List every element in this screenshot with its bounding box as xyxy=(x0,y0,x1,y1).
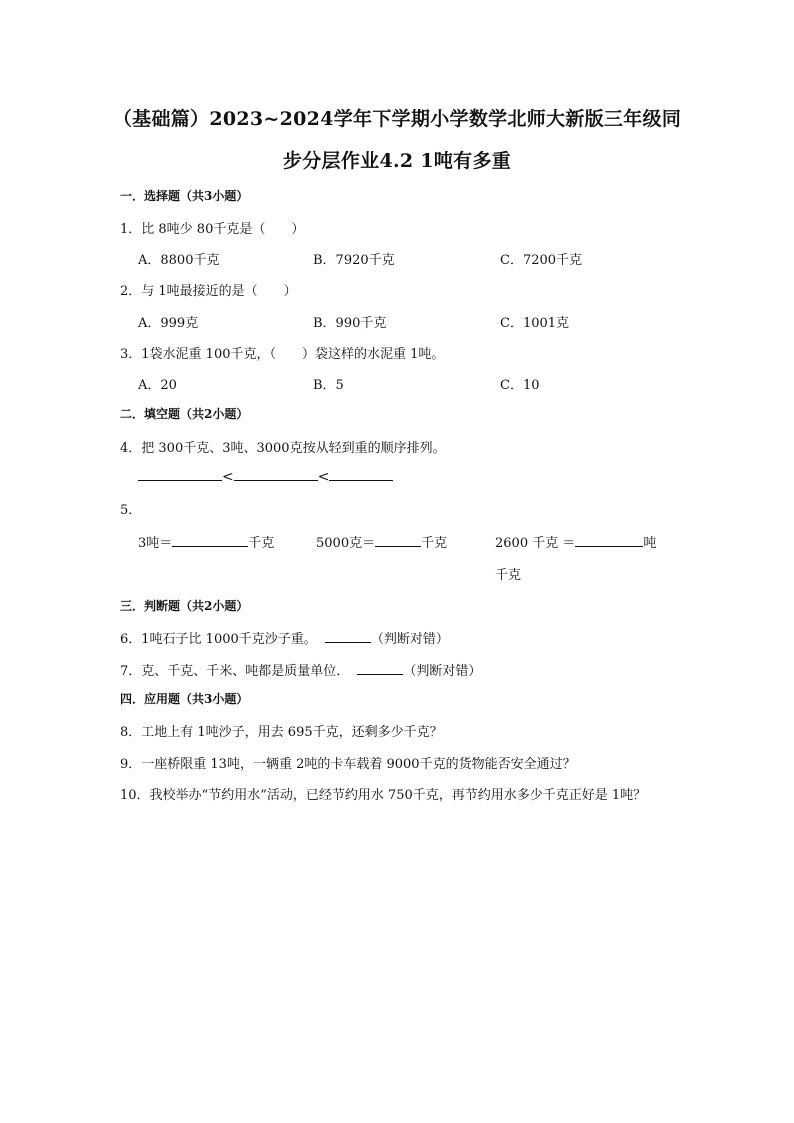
question-2-option-c: C．1001克 xyxy=(500,316,570,331)
question-5-part-3-continuation: 千克 xyxy=(495,568,522,583)
answer-blank[interactable] xyxy=(575,532,643,547)
question-1-stem: 1．比 8吨少 80千克是（ ） xyxy=(120,222,305,237)
answer-blank[interactable] xyxy=(172,532,248,547)
less-than-sign: < xyxy=(222,469,234,485)
question-1-option-c: C．7200千克 xyxy=(500,253,583,268)
question-3-option-a: A．20 xyxy=(138,378,177,393)
answer-blank[interactable] xyxy=(325,628,371,643)
question-6-stem: 6．1吨石子比 1000千克沙子重。 xyxy=(120,632,317,647)
question-4-stem: 4．把 300千克、3吨、3000克按从轻到重的顺序排列。 xyxy=(120,441,446,456)
part-3-unit: 吨 xyxy=(643,536,657,551)
answer-blank[interactable] xyxy=(375,532,421,547)
question-3-stem: 3．1袋水泥重 100千克，（ ）袋这样的水泥重 1吨。 xyxy=(120,347,445,362)
question-5-part-3 xyxy=(495,532,656,551)
question-1-option-b: B．7920千克 xyxy=(313,253,395,268)
part-1-unit: 千克 xyxy=(248,536,275,551)
section-fill-heading: 二．填空题（共2小题） xyxy=(120,407,249,421)
title-line-1: （基础篇）2023~2024学年下学期小学数学北师大新版三年级同 xyxy=(112,108,682,130)
question-7-suffix: （判断对错） xyxy=(403,664,482,679)
section-choice-heading: 一．选择题（共3小题） xyxy=(120,189,249,203)
question-5-part-1 xyxy=(138,532,274,551)
answer-blank[interactable] xyxy=(234,466,318,481)
question-2-option-a: A．999克 xyxy=(138,316,199,331)
question-5-number: 5． xyxy=(120,503,142,518)
section-application-heading: 四．应用题（共3小题） xyxy=(120,692,249,706)
question-2-option-b: B．990千克 xyxy=(313,316,387,331)
part-2-unit: 千克 xyxy=(421,536,448,551)
question-3-option-c: C．10 xyxy=(500,378,540,393)
question-2-stem: 2．与 1吨最接近的是（ ） xyxy=(120,284,297,299)
question-7 xyxy=(120,660,481,679)
part-3-prefix: 2600 千克 ＝ xyxy=(495,536,576,551)
question-6-suffix: （判断对错） xyxy=(370,632,449,647)
question-1-option-a: A．8800千克 xyxy=(138,253,220,268)
less-than-sign: < xyxy=(317,469,330,485)
question-5-part-2 xyxy=(316,532,447,551)
part-1-prefix: 3吨＝ xyxy=(138,536,173,551)
question-6 xyxy=(120,628,449,647)
question-10: 10．我校举办“节约用水”活动，已经节约用水 750千克，再节约用水多少千克正好是 1吨？ xyxy=(120,788,647,803)
section-judge-heading: 三．判断题（共2小题） xyxy=(120,599,249,613)
question-8: 8．工地上有 1吨沙子，用去 695千克，还剩多少千克？ xyxy=(120,725,443,740)
answer-blank[interactable] xyxy=(329,466,393,481)
question-7-stem: 7．克、千克、千米、吨都是质量单位． xyxy=(120,664,350,679)
question-9: 9．一座桥限重 13吨，一辆重 2吨的卡车载着 9000千克的货物能否安全通过？ xyxy=(120,757,576,772)
question-3-option-b: B．5 xyxy=(313,378,344,393)
part-2-prefix: 5000克＝ xyxy=(316,536,376,551)
answer-blank[interactable] xyxy=(138,466,222,481)
question-4-answer-row xyxy=(138,466,393,485)
title-line-2: 步分层作业4.2 1吨有多重 xyxy=(282,150,512,172)
answer-blank[interactable] xyxy=(357,660,403,675)
